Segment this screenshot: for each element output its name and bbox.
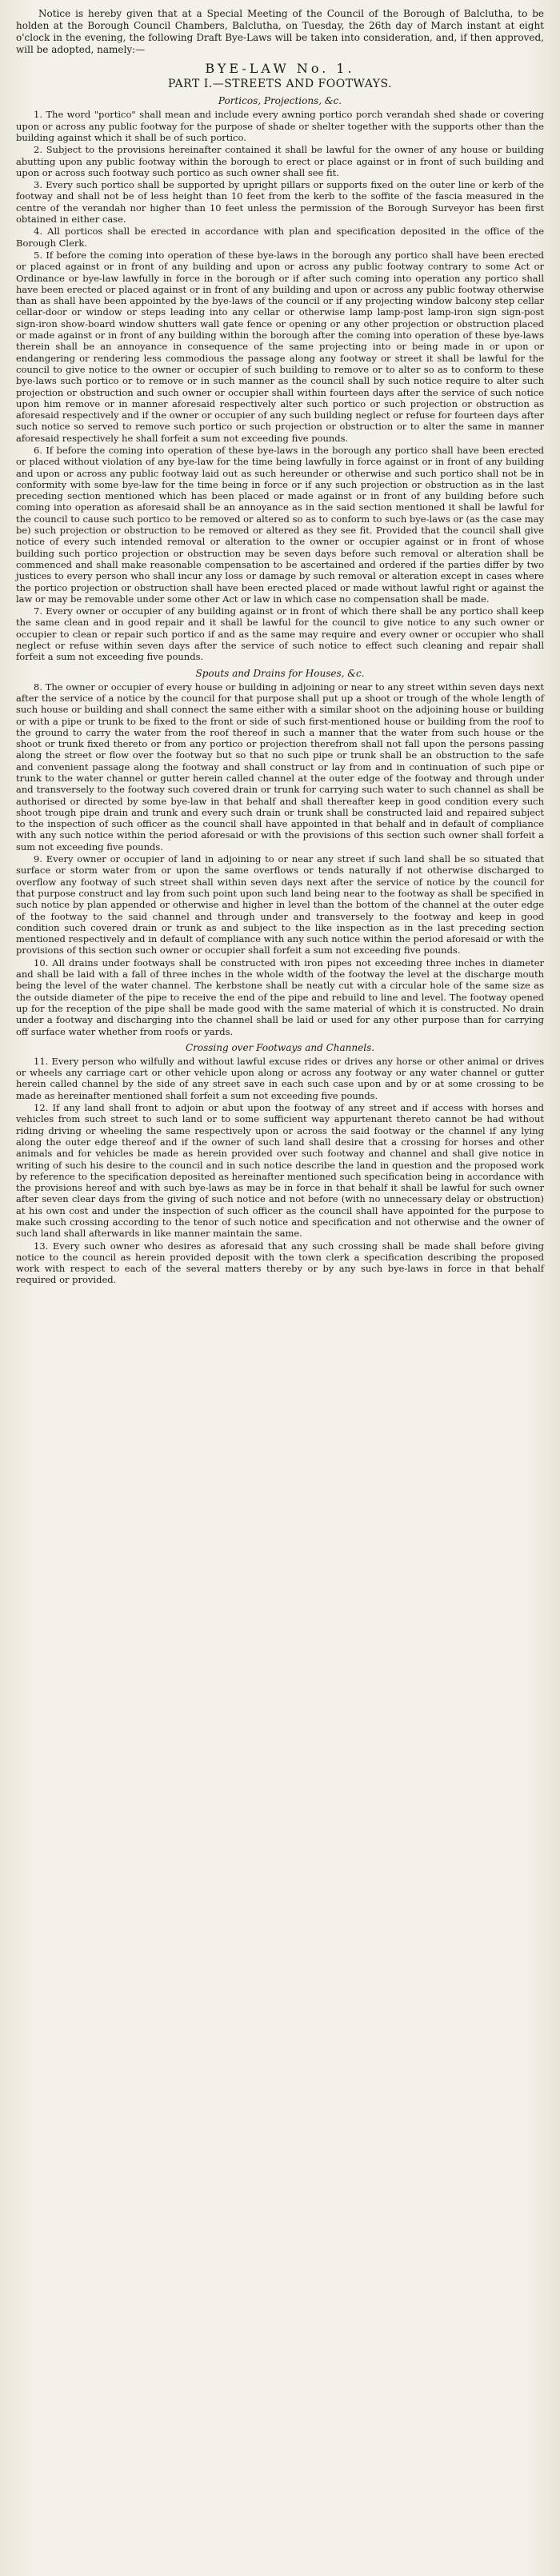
clause-number: 9. [34, 853, 42, 865]
clause-text: Every such portico shall be supported by upright pillars or supports fixed on the outer line or kerb of the footway and shall not be of less height than 10 feet from the kerb to the soffite of the fascia measured in the centre of the verandah nor higher than 10 feet unless the permission of the Borough Surveyor has been first obtained in either case. [16, 179, 545, 226]
clause-text: Every owner or occupier of land in adjoining to or near any street if such land shall be so situated that surface or storm water from or upon the same overflows or tends naturally if not otherwise discharged to overflow any footway of such street shall within seven days next after the service of notice by the council for that purpose construct and lay from such point upon such land being near to the footway as shall be specified in such notice by plan appended or otherwise and higher in level than the bottom of the channel at the outer edge of the footway to the said channel and through under and transversely to the footway and keep in good condition such covered drain or trunk as and subject to the like inspection as in the last preceding section mentioned respectively and in default of compliance with any such notice within the period aforesaid or with the provisions of this section such owner or occupier shall forfeit a sum not exceeding five pounds. [16, 853, 545, 957]
bylaw-clause [16, 1240, 544, 1286]
clause-number: 7. [34, 605, 42, 617]
bylaw-clause [16, 1056, 544, 1101]
clause-number: 10. [34, 957, 49, 968]
clause-text: Every person who wilfully and without lawful excuse rides or drives any horse or other animal or drives or wheels any carriage cart or other vehicle upon along or across any footway or any water channel or gutter herein called channel by the side of any street save in each such case upon and by or at some crossing to be made as hereinafter mentioned shall forfeit a sum not exceeding five pounds. [16, 1055, 544, 1101]
clause-number: 2. [34, 144, 42, 156]
clause-text: If before the coming into operation of these bye-laws in the borough any portico shall have been erected or placed against or in front of any building and upon or across any public footway contrary to some Act or Ordinance or bye-law lawfully in force in the borough or if after such coming into operation any portico shall have been erected or placed against or in front of any building and upon or across any public footway otherwise than as shall have been appointed by the bye-laws of the council or if any projecting window balcony step cellar cellar-door or window or steps leading into any cellar or otherwise lamp lamp-post lamp-iron sign sign-post sign-iron show-board window shutters wall gate fence or opening or any other projection or obstruction placed or made against or in front of any building within the borough after the coming into operation of these bye-laws therein shall be an annoyance in consequence of the same projecting into or being made in or upon or endangering or rendering less commodious the passage along any footway or street it shall be lawful for the council to give notice to the owner or occupier of such building to remove or to alter so as to conform to these bye-laws such portico or to remove or in such manner as the council shall by such notice require to alter such projection or obstruction and such owner or occupier shall within fourteen days after the service of such notice upon him remove or in manner aforesaid respectively alter such portico or such projection or obstruction as aforesaid respectively and if the owner or occupier of any such building neglect or refuse for fourteen days after such notice so served to remove such portico or such projection or obstruction or to alter the same in manner aforesaid respectively he shall forfeit a sum not exceeding five pounds. [16, 249, 545, 444]
clause-number: 8. [34, 681, 42, 693]
clause-text: Subject to the provisions hereinafter contained it shall be lawful for the owner of any house or building abutting upon any public footway within the borough to erect or place against or in front of such building and upon or across such footway such portico as such owner shall see fit. [16, 144, 545, 178]
bylaw-clause [16, 681, 544, 853]
bylaw-clause [16, 250, 544, 444]
clause-text: All drains under footways shall be constructed with iron pipes not exceeding three inches in diameter and shall be laid with a fall of three inches in the whole width of the footway the level at the discharge mouth being the level of the water channel. The kerbstone shall be neatly cut with a circular hole of the same size as the outside diameter of the pipe to receive the end of the pipe and rebuild to line and level. The footway opened up for the reception of the pipe shall be made good with the same material of which it is constructed. No drain under a footway and discharging into the channel shall be laid or used for any other purpose than for carrying off surface water whether from roofs or yards. [16, 957, 545, 1037]
bylaw-clause [16, 1102, 544, 1240]
part-heading: PART I.—STREETS AND FOOTWAYS. [167, 78, 393, 91]
bylaw-clause [16, 605, 544, 662]
clause-number: 11. [34, 1055, 49, 1067]
section-heading: Crossing over Footways and Channels. [185, 1041, 375, 1053]
section-heading: Porticos, Projections, &c. [218, 95, 342, 107]
clause-text: If any land shall front to adjoin or abut upon the footway of any street and if access with horses and vehicles from such street to such land or to some sufficient way appurtenant thereto cannot be had without riding driving or wheeling the same respectively upon or across the said footway or the channel if any lying along the outer edge thereof and if the owner of such land shall desire that a crossing for horses and other animals and for vehicles be made as herein provided over such footway and channel and shall give notice in writing of such his desire to the council and in such notice describe the land in question and the proposed work by reference to the specification deposited as hereinafter mentioned such specification being in accordance with the provisions hereof and with such bye-laws as may be in force in that behalf it shall be lawful for such owner after seven clear days from the giving of such notice and not before (with no unnecessary delay or obstruction) at his own cost and under the inspection of such officer as the council shall have appointed for the purpose to make such crossing according to the tenor of such notice and specification and not otherwise and the owner of such land shall afterwards in like manner maintain the same. [16, 1102, 545, 1240]
bylaw-clause [16, 144, 544, 178]
clause-text: Every owner or occupier of any building against or in front of which there shall be any portico shall keep the same clean and in good repair and it shall be lawful for the council to give notice to any such owner or occupier to clean or repair such portico if and as the same may require and every owner or occupier who shall neglect or refuse within seven days after the service of such notice to effect such cleaning and repair shall forfeit a sum not exceeding five pounds. [16, 605, 545, 663]
bylaw-clause [16, 957, 544, 1037]
section-heading: Spouts and Drains for Houses, &c. [195, 667, 365, 679]
clause-number: 1. [34, 109, 42, 121]
bylaw-heading: BYE-LAW No. 1. [205, 61, 355, 77]
clause-number: 13. [34, 1240, 49, 1252]
bylaw-clause [16, 853, 544, 957]
clause-number: 3. [34, 179, 42, 191]
bylaw-sections [16, 95, 544, 1285]
clause-text: Every such owner who desires as aforesaid that any such crossing shall be made shall before giving notice to the council as herein provided deposit with the town clerk a specification describing the proposed work with respect to each of the several matters thereby or by any such bye-laws in force in that behalf required or provided. [16, 1240, 545, 1286]
bylaw-clause [16, 109, 544, 143]
bylaw-clause [16, 445, 544, 605]
clause-text: The owner or occupier of every house or building in adjoining or near to any street within seven days next after the service of a notice by the council for that purpose shall put up a shoot or trough of the whole length of such house or building and shall connect the same either with a similar shoot on the adjoining house or building or with a pipe or trunk to be fixed to the front or side of such first-mentioned house or building from the roof to the ground to carry the water from the roof thereof in such a manner that the water from such house or the shoot or trunk fixed thereto or from any portico or projection therefrom shall not fall upon the persons passing along the street or flow over the footway but so that no such pipe or trunk shall be an obstruction to the safe and convenient passage along the footway and shall construct or lay from and in continuation of such pipe or trunk to the water channel or gutter herein called channel at the outer edge of the footway and through under and transversely to the footway such covered drain or trunk for carrying such water to such channel as shall be authorised or directed by some bye-law in that behalf and shall thereafter keep in good condition every such shoot trough pipe drain and trunk and every such drain or trunk shall be constructed laid and repaired subject to the inspection of such officer as the council shall have appointed in that behalf and in default of compliance with any such notice within the period aforesaid or with the provisions of this section such owner shall forfeit a sum not exceeding five pounds. [16, 681, 545, 853]
clause-text: The word "portico" shall mean and include every awning portico porch verandah shed shade or covering upon or across any public footway for the purpose of shade or shelter together with the supports other than the building against which it shall be of such portico. [16, 109, 544, 143]
clause-number: 6. [34, 444, 42, 456]
clause-text: If before the coming into operation of these bye-laws in the borough any portico shall have been erected or placed without violation of any bye-law for the time being lawfully in force against or in front of any building and upon or across any public footway laid out as such hereunder or otherwise and such portico shall not be in conformity with some bye-law for the time being in force or if any such projection or obstruction as in the last preceding section mentioned which has been placed or made against or in front of any building before such coming into operation as aforesaid shall be an annoyance as in the said section mentioned it shall be lawful for the council to cause such portico to be removed or altered so as to conform to such bye-laws or (as the case may be) such projection or obstruction to be removed or altered as they see fit. Provided that the council shall give notice of every such intended removal or alteration to the owner or occupier against or in front of whose building such portico projection or obstruction may be seven days before such removal or alteration shall be commenced and shall make reasonable compensation to be ascertained and ordered if the parties differ by two justices to every person who shall incur any loss or damage by such removal or alteration except in cases where the portico projection or obstruction shall have been erected placed or made without lawful right or against the law or may be removable under some other Act or law in which case no compensation shall be made. [16, 444, 545, 605]
notice-intro: Notice is hereby given that at a Special Meeting of the Council of the Borough of Balclutha, to be holden at the Borough Council Chambers, Balclutha, on Tuesday, the 26th day of March instant at eight o'clock in the evening, the following Draft Bye-Laws will be taken into consideration, and, if then approved, will be adopted, namely:— [16, 8, 544, 56]
bylaw-clause [16, 226, 544, 249]
clause-number: 5. [34, 249, 42, 261]
bylaw-clause [16, 179, 544, 225]
clause-number: 4. [34, 226, 42, 238]
clause-text: All porticos shall be erected in accordance with plan and specification deposited in the office of the Borough Clerk. [16, 226, 544, 249]
clause-number: 12. [34, 1102, 49, 1114]
